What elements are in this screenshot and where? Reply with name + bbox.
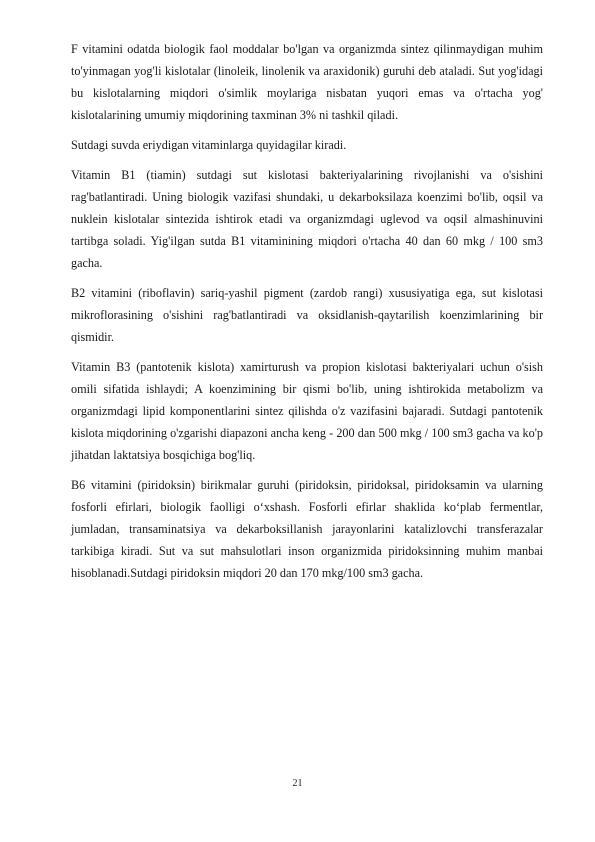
paragraph-vitamin-b6: B6 vitamini (piridoksin) birikmalar guruhi (piridoksin, piridoksal, piridoksamin va ularning fosforli efirlari, biologik faolligi o‘xshash. Fosforli efirlar shaklida ko‘plab fermentlar, jumladan, transaminatsiya va dekarboksillanish jarayonlarini katalizlovchi transferazalar tarkibiga kiradi. Sut va sut mahsulotlari inson organizmida piridoksinning muhim manbai hisoblanadi.Sutdagi piridoksin miqdori 20 dan 170 mkg/100 sm3 gacha.: [71, 478, 543, 580]
body-text: [71, 38, 543, 592]
paragraph-water-soluble-intro: Sutdagi suvda eriydigan vitaminlarga quyidagilar kiradi.: [71, 138, 347, 152]
paragraph-vitamin-b1: Vitamin B1 (tiamin) sutdagi sut kislotasi bakteriyalarining rivojlanishi va o'sishini rag'batlantiradi. Uning biologik vazifasi shundaki, u dekarboksilaza koenzimi bo'lib, oqsil va nuklein kislotalar sintezida ishtirok etadi va organizmdagi uglevod va oqsil almashinuvini tartibga soladi. Yig'ilgan sutda B1 vitaminining miqdori o'rtacha 40 dan 60 mkg / 100 sm3 gacha.: [71, 168, 543, 270]
paragraph-vitamin-b3: Vitamin B3 (pantotenik kislota) xamirturush va propion kislotasi bakteriyalari uchun o'sish omili sifatida ishlaydi; A koenzimining bir qismi bo'lib, uning ishtirokida metabolizm va organizmdagi lipid komponentlarini sintez qilishda o'z vazifasini bajaradi. Sutdagi pantotenik kislota miqdorining o'zgarishi diapazoni ancha keng - 200 dan 500 mkg / 100 sm3 gacha va ko'p jihatdan laktatsiya bosqichiga bog'liq.: [71, 360, 543, 462]
page-number: 21: [292, 778, 303, 789]
paragraph-vitamin-b2: B2 vitamini (riboflavin) sariq-yashil pigment (zardob rangi) xususiyatiga ega, sut kislotasi mikroflorasining o'sishini rag'batlantiradi va oksidlanish-qaytarilish koenzimlarining bir qismidir.: [71, 286, 543, 344]
paragraph-vitamin-f: F vitamini odatda biologik faol moddalar bo'lgan va organizmda sintez qilinmaydigan muhim to'yinmagan yog'li kislotalar (linoleik, linolenik va araxidonik) guruhi deb ataladi. Sut yog'idagi bu kislotalarning miqdori o'simlik moylariga nisbatan yuqori emas va o'rtacha yog' kislotalarining umumiy miqdorining taxminan 3% ni tashkil qiladi.: [71, 42, 543, 122]
